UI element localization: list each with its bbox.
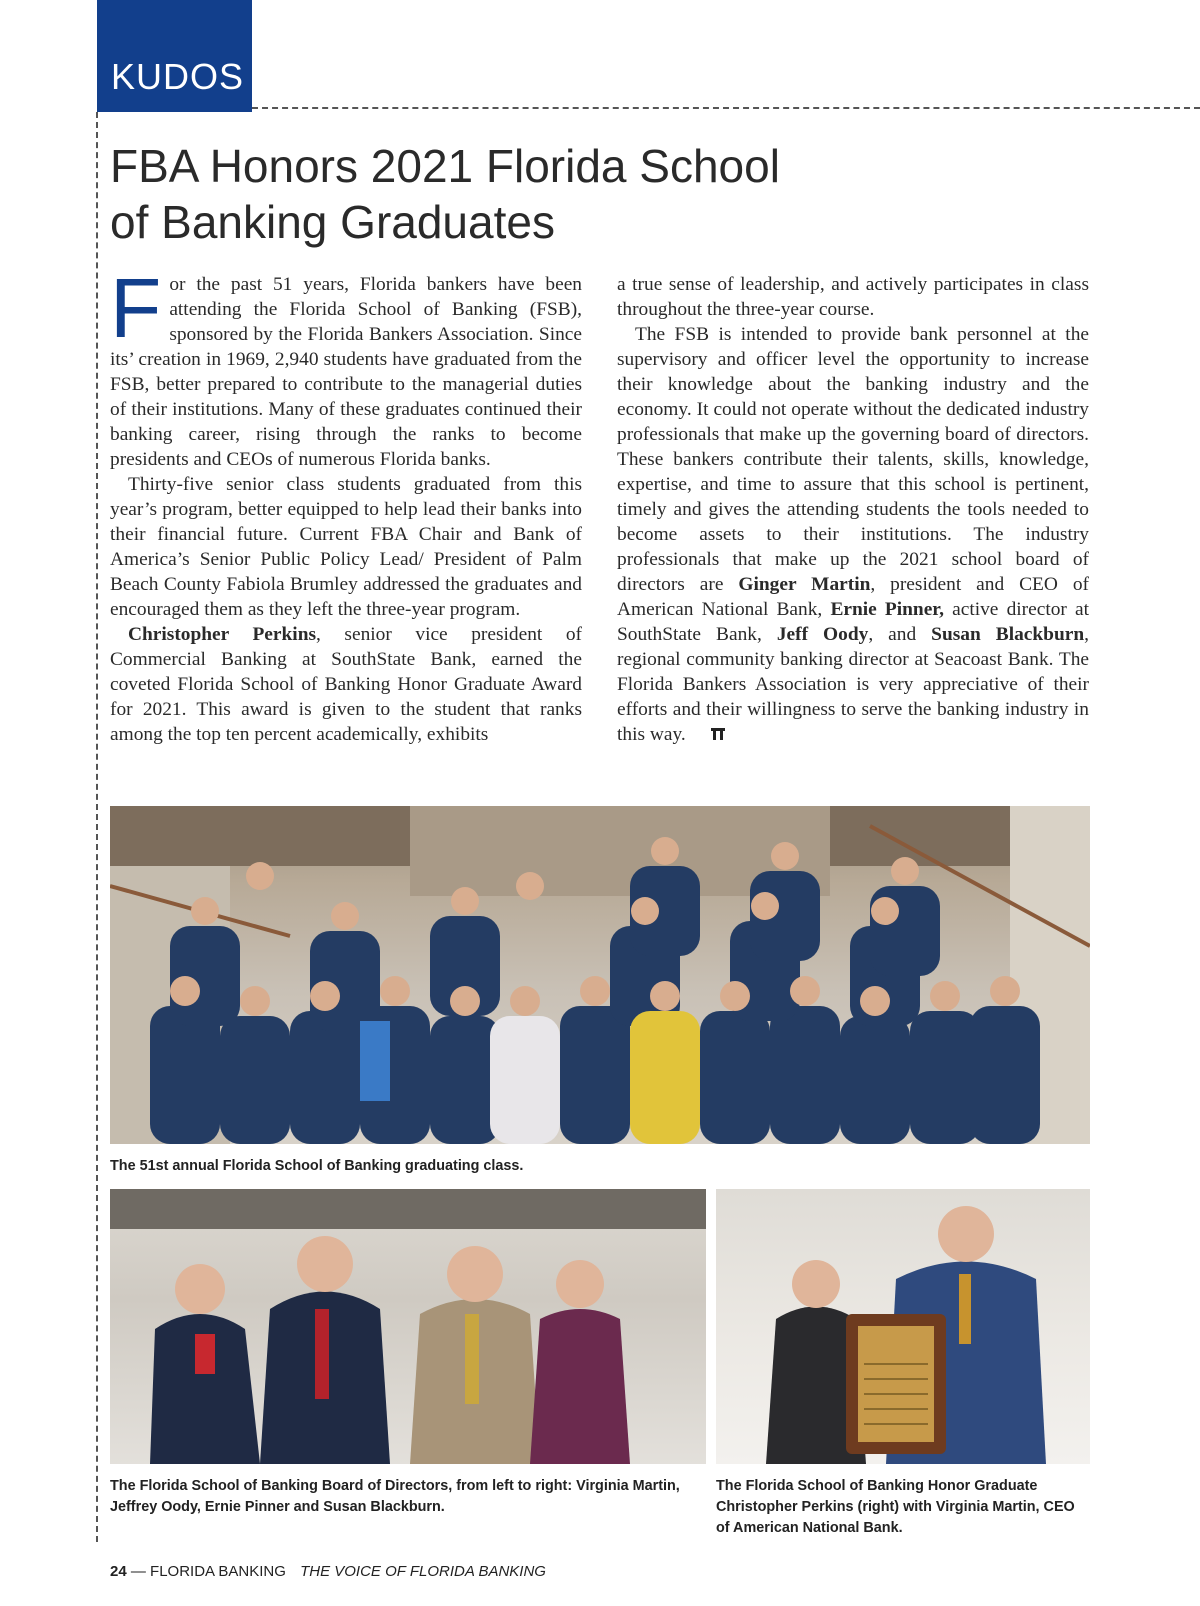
paragraph-1-text: or the past 51 years, Florida bankers have been attending the Florida School of Banking (FSB), sponsored by the Florida Bankers Association. Since its’ creation in 1969, 2,940 students have graduated from the FSB, better prepared to contribute to the managerial duties of their institutions. Many of these graduates continued their banking career, rising through the ranks to become presidents and CEOs of numerous Florida banks. [110,274,582,470]
paragraph-2: Thirty-five senior class students graduated from this year’s program, better equipped to help lead their banks into their financial future. Current FBA Chair and Bank of America’s Senior Public Policy Lead/ President of Palm Beach County Fabiola Brumley addressed the graduates and encouraged them as they left the three-year program. [110,474,582,620]
article-column-right [617,272,1089,747]
caption-graduating-class: The 51st annual Florida School of Banking graduating class. [110,1158,524,1174]
paragraph-3 [110,622,582,747]
paragraph-4-text-a: , president and CEO of American National Bank, [617,574,1089,620]
drop-cap: F [110,261,162,355]
paragraph-4-text-b: active director at SouthState Bank, [617,599,1089,645]
section-tab-label: KUDOS [111,56,245,97]
magazine-name: FLORIDA BANKING [150,1563,286,1580]
paragraph-4 [617,322,1089,747]
article-title [110,138,870,250]
director-name-jeff: Jeff Oody [776,624,869,645]
title-line-2: of Banking Graduates [110,196,555,248]
director-name-ginger: Ginger Martin [738,574,871,595]
section-tab [97,0,252,112]
graduating-class-photo [110,806,1090,1144]
page-footer [110,1563,546,1580]
honor-graduate-photo [716,1189,1090,1464]
caption-honor-graduate: The Florida School of Banking Honor Graduate Christopher Perkins (right) with Virginia Martin, CEO of American National Bank. [716,1478,1075,1536]
paragraph-4-text: The FSB is intended to provide bank personnel at the supervisory and officer level the opportunity to increase their knowledge about the banking industry and the economy. It could not operate without the dedicated industry professionals that make up the governing board of directors. These bankers contribute their talents, skills, knowledge, expertise, and time to assure that this school is pertinent, timely and gives the attending students the tools needed to become assets to their institutions. The industry professionals that make up the 2021 school board of directors are [617,324,1089,595]
paragraph-3-text: , senior vice president of Commercial Banking at SouthState Bank, earned the coveted Florida School of Banking Honor Graduate Award for 2021. This award is given to the student that ranks among the top ten percent academically, exhibits [110,624,582,745]
page-number: 24 [110,1563,127,1580]
article-column-left [110,261,582,747]
caption-board-of-directors: The Florida School of Banking Board of Directors, from left to right: Virginia Martin, Jeffrey Oody, Ernie Pinner and Susan Blackburn. [110,1478,680,1515]
paragraph-1 [110,261,582,472]
director-name-ernie: Ernie Pinner, [830,599,944,620]
footer-separator: — [130,1563,146,1580]
title-line-1: FBA Honors 2021 Florida School [110,140,780,192]
fba-end-mark-icon [691,724,709,740]
director-name-susan: Susan Blackburn [931,624,1085,645]
magazine-tagline: THE VOICE OF FLORIDA BANKING [300,1563,546,1580]
board-of-directors-photo [110,1189,706,1464]
honoree-name: Christopher Perkins [128,624,317,645]
dashed-rule-left [96,112,98,1542]
paragraph-3-continued: a true sense of leadership, and actively participates in class throughout the three-year course. [617,274,1089,320]
paragraph-4-text-d: , regional community banking director at Seacoast Bank. The Florida Bankers Association is very appreciative of their efforts and their willingness to serve the banking industry in this way. [617,624,1089,745]
dashed-rule-top [252,107,1200,109]
paragraph-4-text-c: , and [868,624,932,645]
